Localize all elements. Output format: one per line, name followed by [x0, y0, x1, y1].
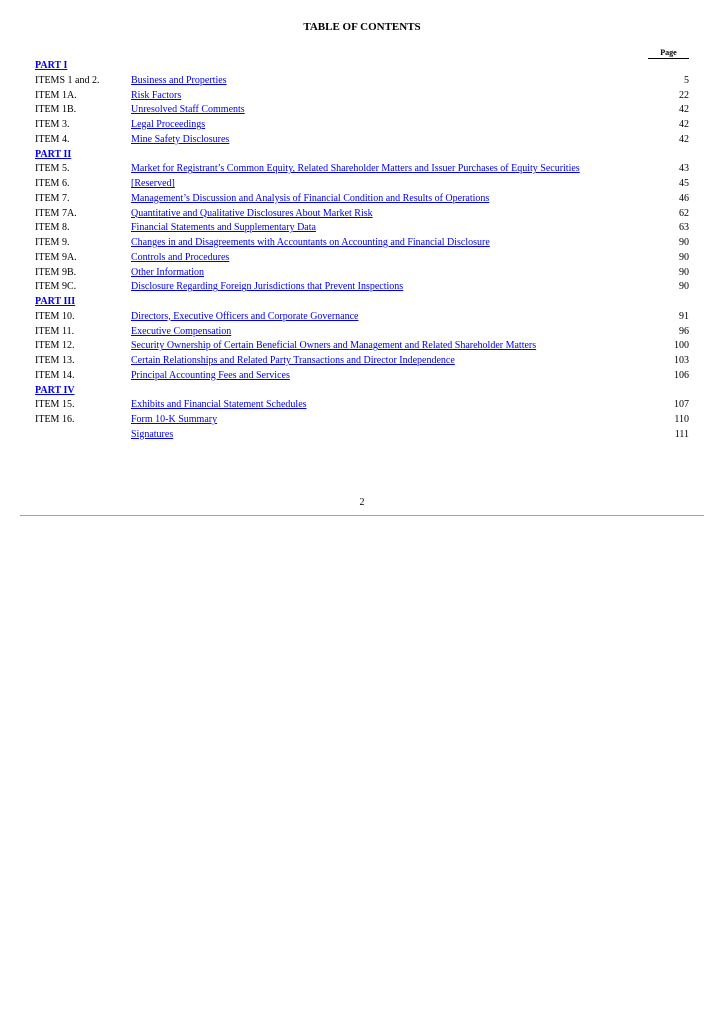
toc-item-page: 42 [679, 133, 689, 145]
page-number: 2 [359, 497, 365, 508]
toc-item-row [35, 266, 689, 281]
toc-item-row [35, 221, 689, 236]
toc-item-page: 90 [679, 266, 689, 278]
toc-item-link[interactable]: Executive Compensation [131, 325, 232, 337]
toc-item-page: 22 [679, 89, 689, 101]
toc-item-link[interactable]: Certain Relationships and Related Party Transactions and Director Independence [131, 355, 455, 366]
toc-item-page: 42 [679, 104, 689, 116]
toc-item-row [35, 118, 689, 133]
toc-item-number: ITEM 10. [35, 310, 75, 322]
toc-item-number: ITEM 7A. [35, 207, 77, 219]
toc-item-link[interactable]: Security Ownership of Certain Beneficial Owners and Management and Related Shareholder Matters [131, 340, 537, 352]
toc-item-number: ITEM 4. [35, 133, 70, 145]
toc-item-page: 45 [679, 178, 689, 189]
toc-part-link[interactable]: PART IV [35, 384, 75, 396]
toc-item-link[interactable]: Financial Statements and Supplementary Data [131, 222, 316, 234]
toc-item-row [35, 339, 689, 354]
toc-part-row [35, 295, 689, 310]
toc-item-number: ITEM 16. [35, 414, 75, 425]
toc-item-page: 96 [679, 325, 689, 337]
toc-part-link[interactable]: PART II [35, 148, 72, 160]
toc-item-link[interactable]: Business and Properties [131, 74, 227, 86]
toc-item-number: ITEM 14. [35, 369, 75, 381]
toc-item-number: ITEM 7. [35, 192, 70, 204]
toc-item-row [35, 325, 689, 340]
toc-item-row [35, 162, 689, 177]
toc-item-link[interactable]: Risk Factors [131, 89, 182, 101]
toc-item-number: ITEM 1B. [35, 104, 77, 116]
toc-item-page: 103 [674, 355, 689, 366]
toc-item-row [35, 103, 689, 118]
toc-item-link[interactable]: Directors, Executive Officers and Corporate Governance [131, 310, 359, 322]
toc-item-link[interactable]: Quantitative and Qualitative Disclosures About Market Risk [131, 207, 373, 219]
toc-item-row [35, 428, 689, 443]
toc-item-link[interactable]: Market for Registrant’s Common Equity, Related Shareholder Matters and Issuer Purchases of Equity Securities [131, 163, 580, 175]
toc-item-row [35, 74, 689, 89]
toc-item-number: ITEM 1A. [35, 89, 77, 101]
toc-item-number: ITEM 5. [35, 163, 70, 175]
toc-item-link[interactable]: Signatures [131, 428, 174, 440]
toc-item-number: ITEM 9A. [35, 251, 77, 263]
toc-item-link[interactable]: Mine Safety Disclosures [131, 133, 230, 145]
table-of-contents [35, 59, 689, 443]
toc-item-link[interactable]: Other Information [131, 266, 205, 278]
toc-item-number: ITEM 9. [35, 237, 70, 248]
toc-item-row [35, 310, 689, 325]
toc-item-number: ITEM 9C. [35, 281, 77, 293]
toc-item-page: 63 [679, 222, 689, 234]
toc-part-link[interactable]: PART III [35, 296, 76, 307]
toc-item-page: 42 [679, 119, 689, 130]
toc-item-page: 106 [674, 369, 689, 381]
toc-item-page: 5 [684, 74, 689, 86]
toc-item-row [35, 133, 689, 148]
toc-item-number: ITEM 12. [35, 340, 75, 352]
toc-item-page: 43 [679, 163, 689, 175]
toc-item-link[interactable]: Changes in and Disagreements with Accountants on Accounting and Financial Disclosure [131, 237, 490, 248]
toc-item-page: 90 [679, 237, 689, 248]
toc-part-row [35, 148, 689, 163]
toc-item-row [35, 354, 689, 369]
toc-item-page: 90 [679, 251, 689, 263]
toc-item-row [35, 192, 689, 207]
toc-item-page: 91 [679, 310, 689, 322]
toc-item-link[interactable]: Form 10-K Summary [131, 414, 218, 425]
toc-item-row [35, 251, 689, 266]
toc-item-link[interactable]: Controls and Procedures [131, 251, 230, 263]
toc-part-row [35, 59, 689, 74]
toc-item-row [35, 413, 689, 428]
toc-item-page: 90 [679, 281, 689, 293]
toc-item-row [35, 207, 689, 222]
page-divider [20, 515, 704, 516]
toc-item-row [35, 236, 689, 251]
toc-item-row [35, 280, 689, 295]
toc-item-page: 107 [674, 399, 689, 411]
toc-item-number: ITEMS 1 and 2. [35, 74, 100, 86]
toc-item-row [35, 398, 689, 413]
toc-item-page: 111 [674, 428, 689, 440]
toc-item-row [35, 89, 689, 104]
toc-item-link[interactable]: Exhibits and Financial Statement Schedules [131, 399, 307, 411]
toc-item-number: ITEM 3. [35, 119, 70, 130]
toc-item-row [35, 177, 689, 192]
toc-item-page: 62 [679, 207, 689, 219]
toc-part-row [35, 384, 689, 399]
toc-item-number: ITEM 6. [35, 178, 70, 189]
toc-item-link[interactable]: Disclosure Regarding Foreign Jurisdictions that Prevent Inspections [131, 281, 404, 293]
toc-item-row [35, 369, 689, 384]
toc-item-link[interactable]: Unresolved Staff Comments [131, 104, 245, 116]
toc-item-number: ITEM 8. [35, 222, 70, 234]
toc-item-page: 46 [679, 192, 689, 204]
toc-item-link[interactable]: Principal Accounting Fees and Services [131, 369, 290, 381]
page-column-header: Page [648, 48, 689, 59]
toc-item-page: 110 [674, 414, 689, 425]
toc-item-page: 100 [674, 340, 689, 352]
toc-item-link[interactable]: Legal Proceedings [131, 119, 206, 130]
toc-item-number: ITEM 13. [35, 355, 75, 366]
toc-item-number: ITEM 11. [35, 325, 75, 337]
toc-item-number: ITEM 15. [35, 399, 75, 411]
toc-item-number: ITEM 9B. [35, 266, 77, 278]
toc-item-link[interactable]: [Reserved] [131, 178, 175, 189]
toc-item-link[interactable]: Management’s Discussion and Analysis of Financial Condition and Results of Operations [131, 192, 490, 204]
toc-part-link[interactable]: PART I [35, 60, 68, 71]
page-title: TABLE OF CONTENTS [303, 21, 421, 33]
